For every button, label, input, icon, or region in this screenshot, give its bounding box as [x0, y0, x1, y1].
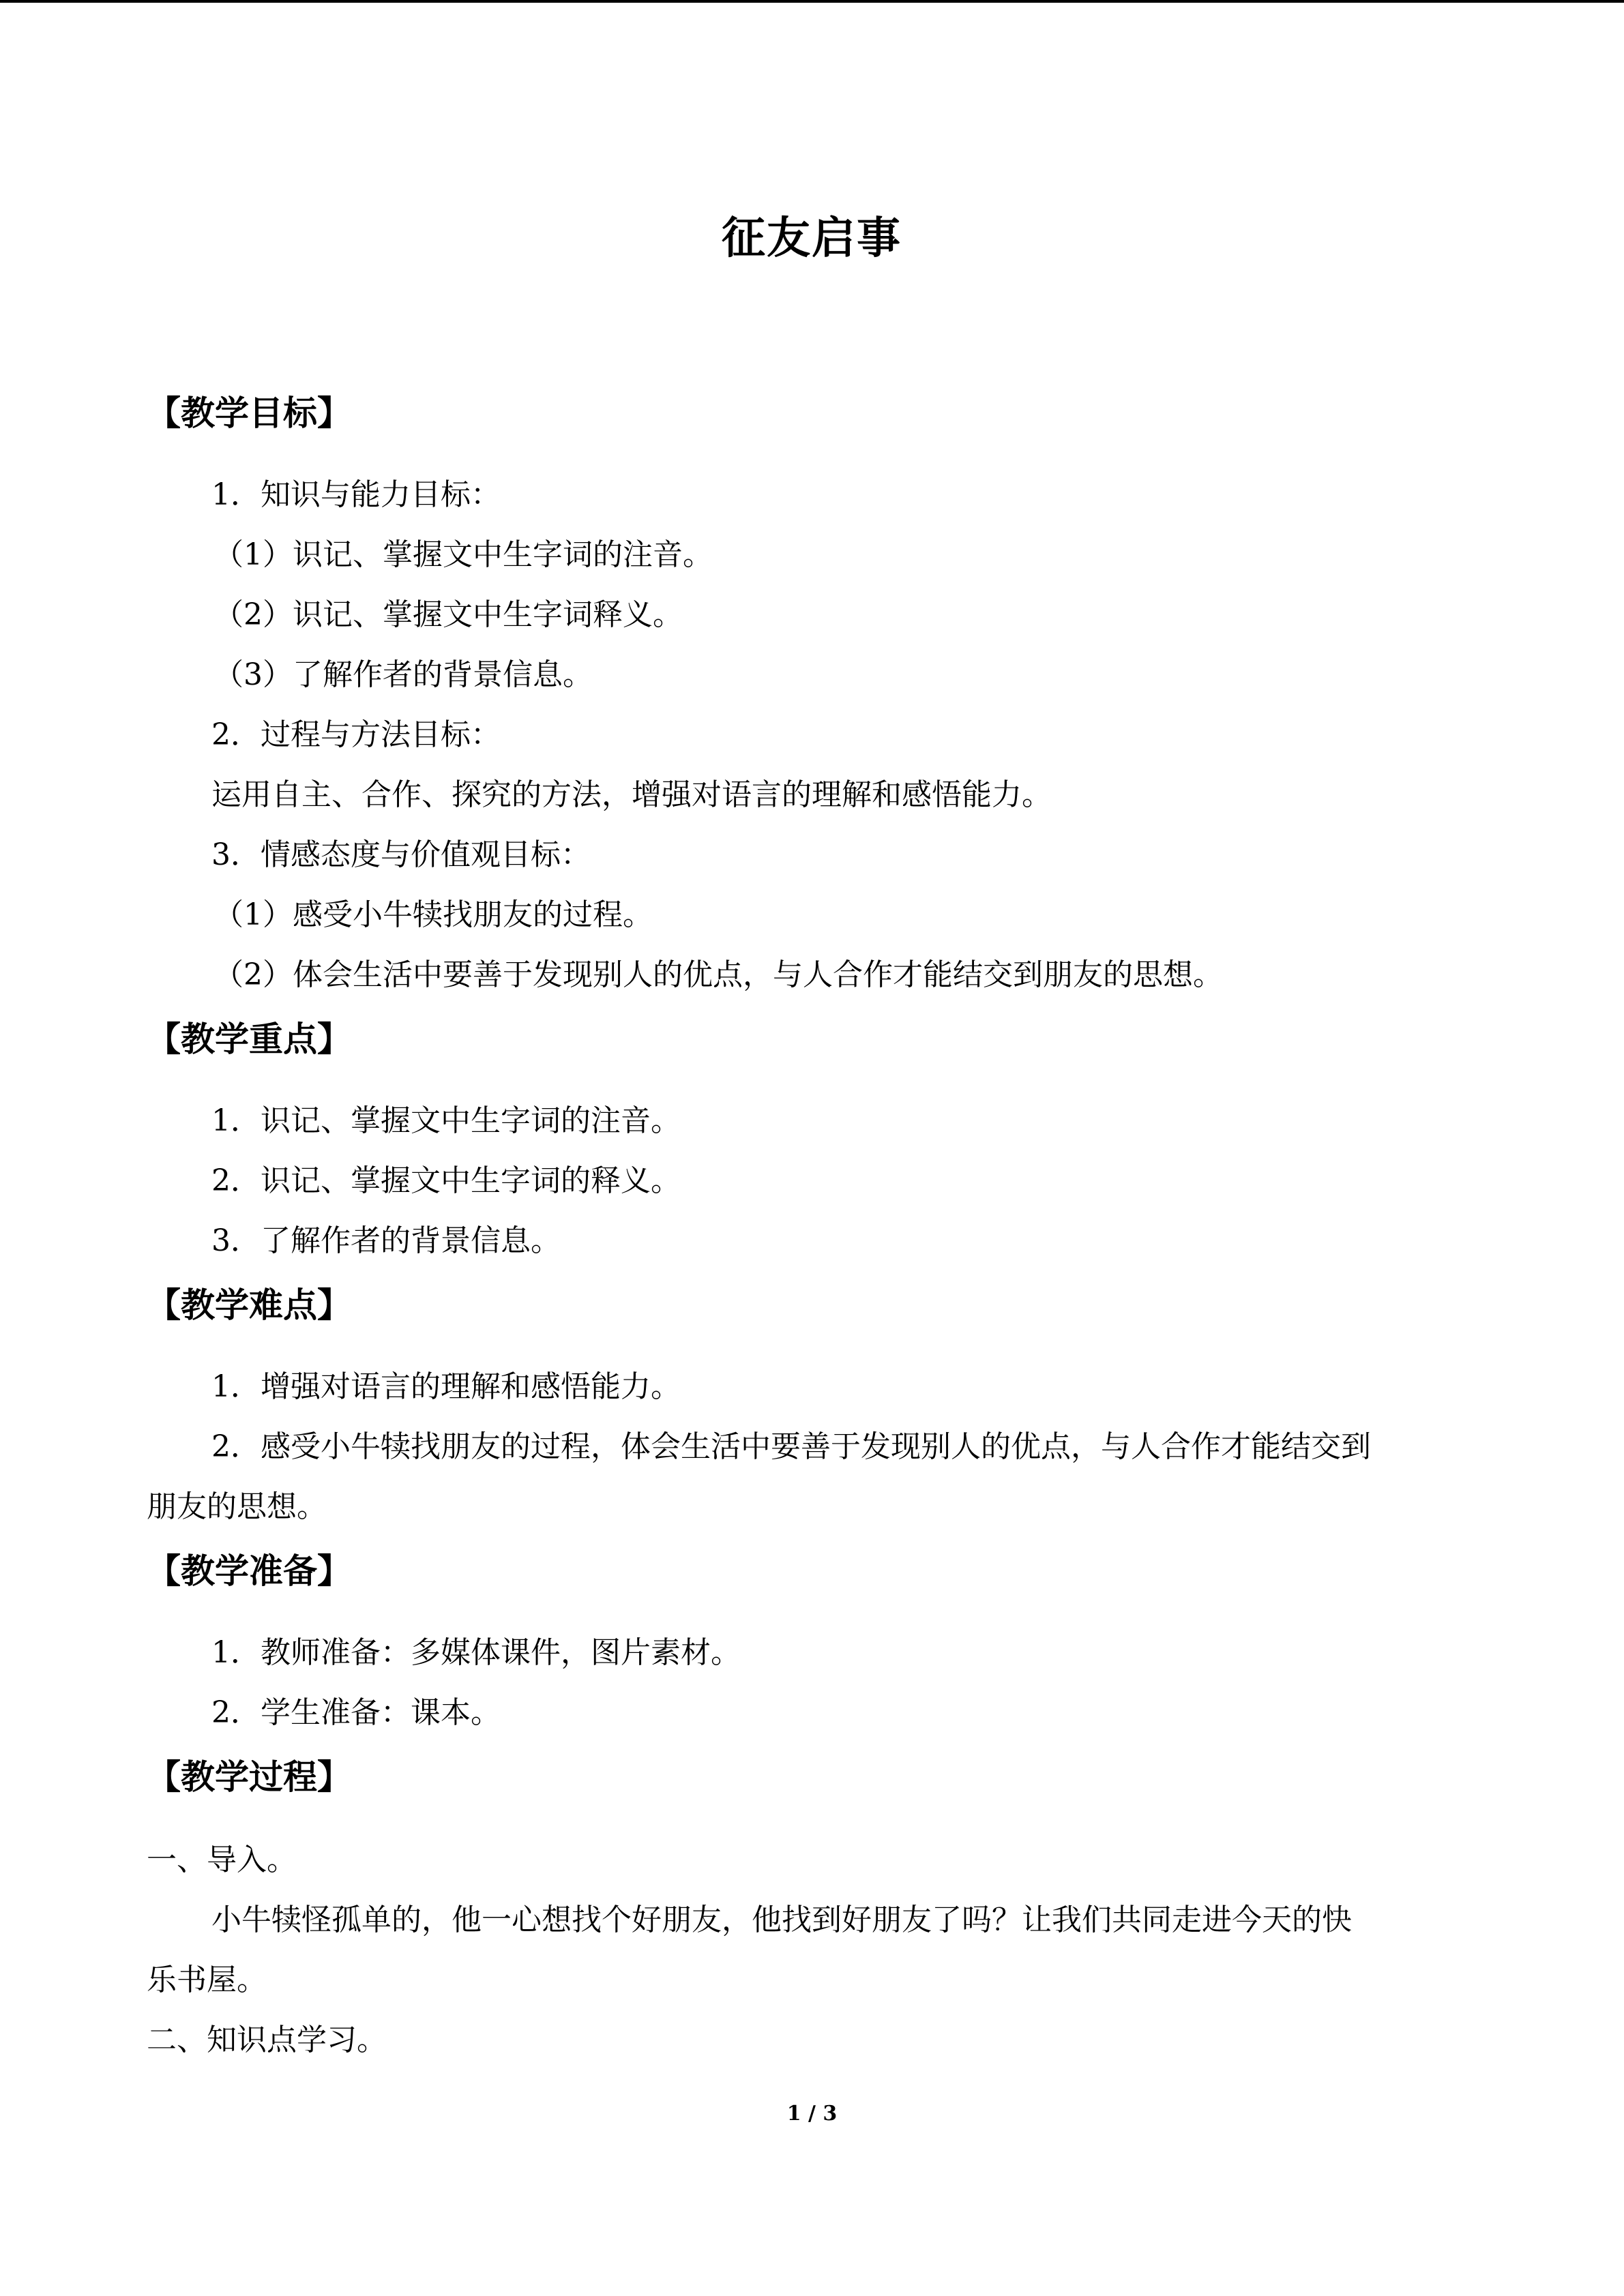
process-line: 一、导入。 — [147, 1843, 297, 1877]
section-heading-objectives: 【教学目标】 — [147, 393, 351, 433]
objectives-line: 3．情感态度与价值观目标： — [211, 837, 591, 872]
preparation-line: 1．教师准备：多媒体课件，图片素材。 — [211, 1635, 741, 1670]
difficulties-line: 2．感受小牛犊找朋友的过程，体会生活中要善于发现别人的优点，与人合作才能结交到 — [211, 1429, 1371, 1464]
key-points-line: 1．识记、掌握文中生字词的注音。 — [211, 1103, 681, 1138]
section-heading-difficulties: 【教学难点】 — [147, 1285, 351, 1325]
key-points-line: 2．识记、掌握文中生字词的释义。 — [211, 1163, 681, 1198]
section-heading-key-points: 【教学重点】 — [147, 1019, 351, 1059]
objectives-line: （2）体会生活中要善于发现别人的优点，与人合作才能结交到朋友的思想。 — [213, 957, 1223, 992]
objectives-line: （1）识记、掌握文中生字词的注音。 — [213, 537, 713, 572]
process-line: 小牛犊怪孤单的，他一心想找个好朋友，他找到好朋友了吗？让我们共同走进今天的快 — [211, 1903, 1352, 1937]
objectives-line: （1）感受小牛犊找朋友的过程。 — [213, 897, 653, 932]
process-line: 二、知识点学习。 — [147, 2023, 387, 2057]
document-title: 征友启事 — [722, 213, 902, 264]
objectives-line: （3）了解作者的背景信息。 — [213, 657, 593, 692]
preparation-line: 2．学生准备：课本。 — [211, 1695, 501, 1730]
objectives-line: 运用自主、合作、探究的方法，增强对语言的理解和感悟能力。 — [211, 777, 1052, 812]
page-number: 1 / 3 — [786, 2102, 838, 2126]
process-line: 乐书屋。 — [147, 1963, 267, 1997]
key-points-line: 3．了解作者的背景信息。 — [211, 1223, 561, 1258]
section-heading-preparation: 【教学准备】 — [147, 1551, 351, 1591]
objectives-line: 1．知识与能力目标： — [211, 477, 501, 512]
difficulties-line: 1．增强对语言的理解和感悟能力。 — [211, 1369, 681, 1404]
top-border-line — [0, 0, 1624, 3]
section-heading-process: 【教学过程】 — [147, 1757, 351, 1797]
difficulties-line: 朋友的思想。 — [147, 1489, 327, 1524]
objectives-line: （2）识记、掌握文中生字词释义。 — [213, 597, 683, 632]
objectives-line: 2．过程与方法目标： — [211, 717, 501, 752]
